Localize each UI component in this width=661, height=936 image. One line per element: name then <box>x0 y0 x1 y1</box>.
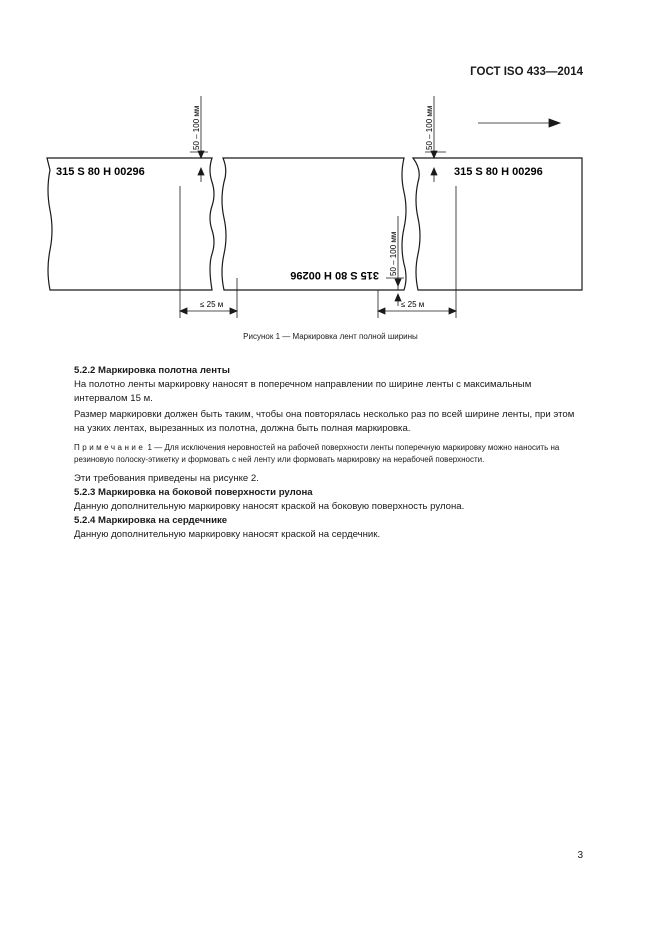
note-text: 1 — Для исключения неровностей на рабочей поверхности ленты поперечную маркировку можно наносить на резиновую полоску-этикетку и формовать с ней ленту или формовать маркировку на нерабочей поверхности. <box>74 443 560 464</box>
figure-caption: Рисунок 1 — Маркировка лент полной ширины <box>243 332 418 341</box>
paragraph: Эти требования приведены на рисунке 2. <box>74 473 259 484</box>
paragraph: Данную дополнительную маркировку наносят краской на боковую поверхность рулона. <box>74 501 465 512</box>
section-5-2-2 <box>74 364 584 542</box>
marking-text-left: 315 S 80 H 00296 <box>56 166 145 178</box>
paragraph: Размер маркировки должен быть таким, чтобы она повторялась несколько раз по всей ширине ленты, при этом на узких лентах, вырезанных из полотна, должна быть полная маркировка. <box>74 409 575 434</box>
dim-label-top-left: 50 – 100 мм <box>192 105 201 150</box>
paragraph: Данную дополнительную маркировку наносят краской на сердечник. <box>74 529 381 540</box>
note-label: Примечание <box>74 443 146 452</box>
section-title-5-2-2: 5.2.2 Маркировка полотна ленты <box>74 365 230 376</box>
direction-arrow-icon <box>549 119 560 127</box>
section-title-5-2-4: 5.2.4 Маркировка на сердечнике <box>74 515 228 526</box>
dim-label-top-right: 50 – 100 мм <box>425 105 434 150</box>
figure-1-belt-marking <box>0 0 661 330</box>
section-title-5-2-3: 5.2.3 Маркировка на боковой поверхности рулона <box>74 487 313 498</box>
page-number: 3 <box>577 850 583 861</box>
marking-text-right: 315 S 80 H 00296 <box>454 166 543 178</box>
interval-label-right: ≤ 25 м <box>401 300 425 309</box>
note <box>74 442 584 466</box>
dim-label-mid: 50 – 100 мм <box>389 231 398 276</box>
document-code: ГОСТ ISO 433—2014 <box>470 66 583 78</box>
paragraph: На полотно ленты маркировку наносят в поперечном направлении по ширине ленты с максимальным интервалом 15 м. <box>74 379 532 404</box>
interval-label-left: ≤ 25 м <box>200 300 224 309</box>
marking-text-inverted: 315 S 80 H 00296 <box>290 269 379 281</box>
